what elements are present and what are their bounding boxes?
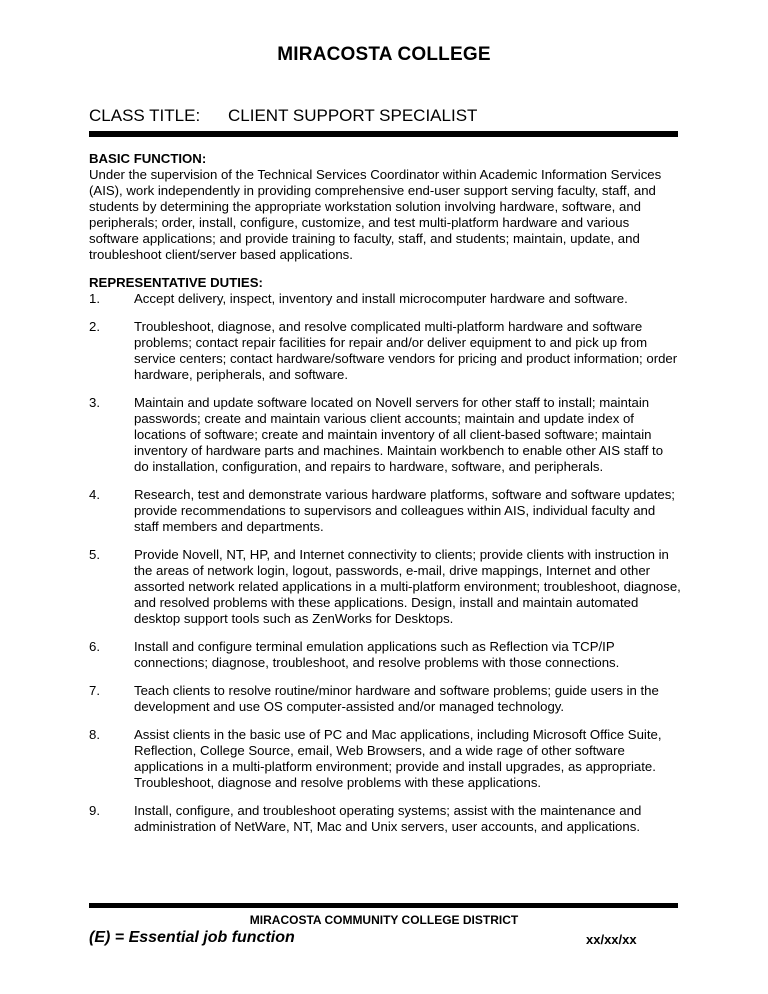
duty-item xyxy=(89,487,681,535)
basic-function-heading: BASIC FUNCTION: xyxy=(89,151,207,166)
duty-text: Accept delivery, inspect, inventory and install microcomputer hardware and software. xyxy=(134,291,628,306)
duty-text: Assist clients in the basic use of PC and Mac applications, including Microsoft Office Suite, Reflection, College Source, email, Web Browsers, and a wide rage of other software applications in a multi-platform environment; provide and install upgrades, as appropriate. Troubleshoot, diagnose and resolve problems with these applications. xyxy=(134,727,662,790)
duty-text: Troubleshoot, diagnose, and resolve complicated multi-platform hardware and software problems; contact repair facilities for repair and/or deliver equipment to and pick up from service centers; contact hardware/software vendors for pricing and product information; order hardware, peripherals, and software. xyxy=(134,319,678,382)
duty-number: 3. xyxy=(89,395,100,410)
duty-number: 4. xyxy=(89,487,100,502)
duty-text: Teach clients to resolve routine/minor hardware and software problems; guide users in the development and use OS computer-assisted and/or managed technology. xyxy=(134,683,659,714)
duty-item xyxy=(89,319,681,383)
date-code: xx/xx/xx xyxy=(586,932,637,947)
duty-number: 2. xyxy=(89,319,100,334)
duty-number: 1. xyxy=(89,291,100,306)
duty-text: Provide Novell, NT, HP, and Internet connectivity to clients; provide clients with instruction in the areas of network login, logout, passwords, e-mail, drive mappings, Internet and other assorted network related applications in a multi-platform environment; troubleshoot, diagnose, and resolved problems with these applications. Design, install and maintain automated desktop support tools such as ZenWorks for Desktops. xyxy=(134,547,681,626)
class-title-line xyxy=(89,106,477,126)
duties-heading: REPRESENTATIVE DUTIES: xyxy=(89,275,263,290)
duty-item xyxy=(89,395,681,475)
duty-item xyxy=(89,639,681,671)
district-footer: MIRACOSTA COMMUNITY COLLEGE DISTRICT xyxy=(249,913,519,927)
class-title-value: CLIENT SUPPORT SPECIALIST xyxy=(228,106,478,125)
duty-item xyxy=(89,683,681,715)
duty-item xyxy=(89,803,681,835)
basic-function-text: Under the supervision of the Technical Services Coordinator within Academic Information Services (AIS), work independently in providing comprehensive end-user support serving faculty, staff, and students by determining the appropriate workstation solution involving hardware, software, and peripherals; order, install, configure, customize, and test multi-platform hardware and various software applications; and provide training to faculty, staff, and students; maintain, update, and troubleshoot client/server based applications. xyxy=(89,167,662,262)
essential-function-note: (E) = Essential job function xyxy=(89,929,295,946)
duty-text: Install and configure terminal emulation applications such as Reflection via TCP/IP connections; diagnose, troubleshoot, and resolve problems with those connections. xyxy=(134,639,620,670)
college-title: MIRACOSTA COLLEGE xyxy=(277,44,491,65)
basic-function-section xyxy=(89,151,681,263)
duty-number: 5. xyxy=(89,547,100,562)
bottom-divider xyxy=(89,903,678,908)
duty-text: Maintain and update software located on Novell servers for other staff to install; maintain passwords; create and maintain various client accounts; maintain and update index of locations of software; create and maintain inventory of all client-based software; maintain inventory of hardware parts and machines. Maintain workbench to enable other AIS staff to do installation, configuration, and repairs to hardware, software, and peripherals. xyxy=(134,395,664,474)
top-divider xyxy=(89,131,678,137)
document-body xyxy=(89,151,681,847)
duty-number: 7. xyxy=(89,683,100,698)
duty-item xyxy=(89,727,681,791)
duty-item xyxy=(89,291,681,307)
duty-number: 9. xyxy=(89,803,100,818)
duty-text: Research, test and demonstrate various hardware platforms, software and software updates; provide recommendations to supervisors and colleagues within AIS, individual faculty and staff members and departments. xyxy=(134,487,675,534)
duty-item xyxy=(89,547,681,627)
class-title-label: CLASS TITLE: xyxy=(89,106,201,125)
duty-number: 6. xyxy=(89,639,100,654)
duty-number: 8. xyxy=(89,727,100,742)
duty-text: Install, configure, and troubleshoot operating systems; assist with the maintenance and administration of NetWare, NT, Mac and Unix servers, user accounts, and applications. xyxy=(134,803,642,834)
